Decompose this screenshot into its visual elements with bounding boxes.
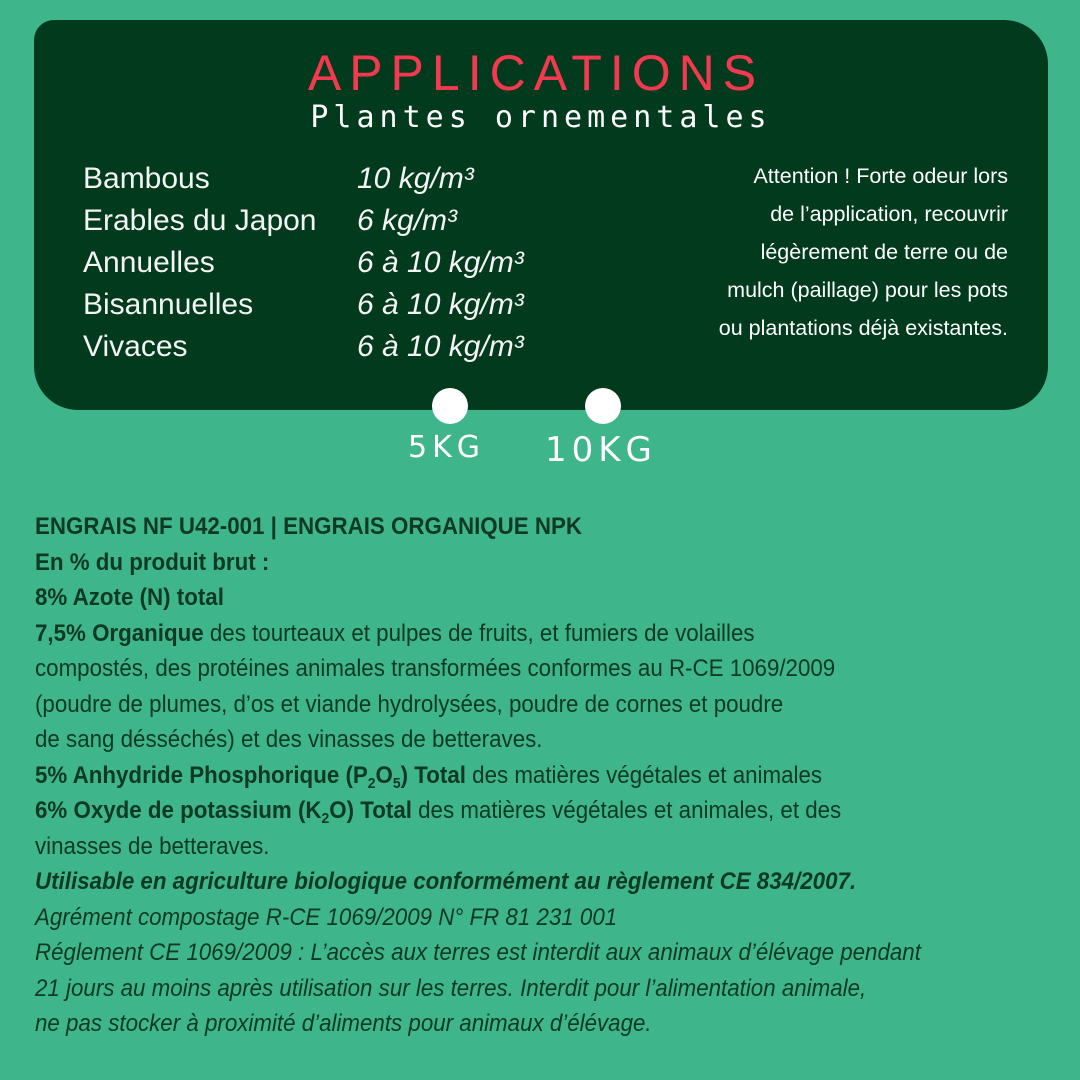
dose-rate: 10 kg/m³ (357, 162, 474, 195)
subscript: 2 (321, 810, 330, 827)
phosphorus-label: 5% Anhydride Phosphorique (P (35, 761, 368, 789)
warning-line: mulch (paillage) pour les pots (727, 278, 1008, 302)
legal-line: Agrément compostage R-CE 1069/2009 N° FR 81 231 001 (35, 903, 618, 931)
subscript: 2 (367, 774, 376, 792)
application-row (83, 158, 524, 200)
application-row (83, 326, 524, 368)
potassium-label: 6% Oxyde de potassium (K (35, 797, 322, 824)
organic-text: de sang désséchés) et des vinasses de betteraves. (35, 726, 543, 753)
plant-type: Erables du Japon (83, 204, 317, 237)
warning-line: de l’application, recouvrir (770, 202, 1008, 226)
size-label-5kg: 5KG (408, 430, 486, 465)
potassium-label: O) Total (329, 797, 412, 824)
application-row (83, 200, 524, 242)
organic-nitrogen (35, 616, 974, 652)
warning-line: légèrement de terre ou de (760, 240, 1008, 264)
phosphorus-text: des matières végétales et animales (465, 761, 823, 789)
applications-subtitle: Plantes ornementales (310, 100, 772, 135)
potassium-text: des matières végétales et animales, et des (411, 797, 842, 824)
application-dose-list (83, 158, 524, 368)
organic-text: (poudre de plumes, d’os et viande hydrolysées, poudre de cornes et poudre (35, 690, 784, 718)
plant-type: Vivaces (83, 330, 188, 363)
application-row (83, 242, 524, 284)
dose-rate: 6 à 10 kg/m³ (357, 246, 524, 279)
potassium-line (35, 793, 974, 829)
potassium-text: vinasses de betteraves. (35, 832, 270, 860)
dose-rate: 6 à 10 kg/m³ (357, 330, 524, 363)
warning-line: Attention ! Forte odeur lors (753, 164, 1008, 188)
warning-line: ou plantations déjà existantes. (718, 316, 1008, 340)
phosphorus-label: ) Total (400, 761, 466, 789)
size-dot-5kg (432, 388, 468, 424)
composition-heading: ENGRAIS NF U42-001 | ENGRAIS ORGANIQUE NPK (35, 513, 582, 540)
legal-line: ne pas stocker à proximité d’aliments pour animaux d’élévage. (35, 1010, 652, 1037)
plant-type: Bambous (83, 162, 210, 195)
organic-label: 7,5% Organique (35, 619, 204, 647)
organic-text: des tourteaux et pulpes de fruits, et fumiers de volailles (203, 619, 755, 647)
size-label-10kg: 10KG (545, 430, 657, 470)
composition-basis: En % du produit brut : (35, 548, 270, 576)
plant-type: Annuelles (83, 246, 215, 279)
size-dot-10kg (585, 388, 621, 424)
subscript: 5 (392, 774, 401, 792)
organic-farming-statement: Utilisable en agriculture biologique conformément au règlement CE 834/2007. (35, 868, 857, 895)
legal-line: Réglement CE 1069/2009 : L’accès aux terres est interdit aux animaux d’élévage pendant (35, 939, 921, 966)
applications-title: APPLICATIONS (307, 45, 765, 101)
application-row (83, 284, 524, 326)
dose-rate: 6 kg/m³ (357, 204, 458, 237)
phosphorus-line (35, 758, 974, 794)
dose-rate: 6 à 10 kg/m³ (357, 288, 524, 321)
odor-warning (628, 157, 1008, 347)
nitrogen-total: 8% Azote (N) total (35, 584, 224, 611)
fertilizer-composition (35, 509, 974, 1042)
plant-type: Bisannuelles (83, 288, 254, 321)
organic-text: compostés, des protéines animales transformées conformes au R-CE 1069/2009 (35, 655, 836, 682)
legal-line: 21 jours au moins après utilisation sur les terres. Interdit pour l’alimentation animale, (35, 974, 867, 1002)
phosphorus-label: O (375, 761, 393, 789)
